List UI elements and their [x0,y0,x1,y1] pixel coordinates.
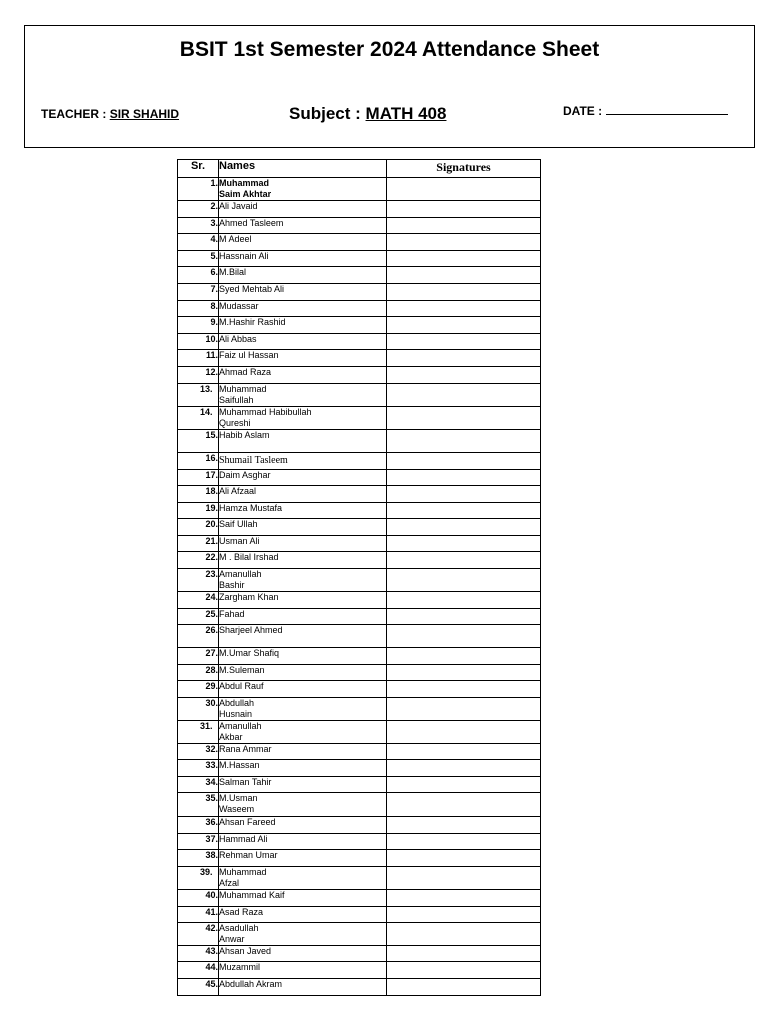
student-name [219,721,387,744]
student-name [219,979,387,996]
student-name-text: Ali Javaid [219,201,258,211]
student-name-text: Syed Mehtab Ali [219,284,285,294]
signature-cell[interactable] [387,979,541,996]
serial-number: 17. [178,470,219,486]
table-row [178,251,541,267]
date-label: DATE : [563,104,603,118]
student-name-text: Hammad Ali [219,834,268,844]
student-name [219,317,387,334]
table-row [178,430,541,453]
student-name-text: M.Usman Waseem [219,793,258,814]
signature-cell[interactable] [387,470,541,486]
student-name-text: Muhammad Saim Akhtar [219,178,272,199]
student-name [219,698,387,721]
signature-cell[interactable] [387,569,541,592]
table-row [178,923,541,946]
student-name [219,367,387,384]
signature-cell[interactable] [387,721,541,744]
student-name-text: Sharjeel Ahmed [219,625,283,635]
student-name [219,834,387,850]
student-name-text: Ahsan Javed [219,946,272,956]
table-row [178,760,541,777]
serial-number: 37. [178,834,219,850]
table-row [178,625,541,648]
serial-number: 23. [178,569,219,592]
student-name [219,201,387,218]
teacher-label: TEACHER : [41,107,107,121]
signature-cell[interactable] [387,665,541,681]
student-name-text: Muhammad Afzal [219,867,267,888]
table-row [178,350,541,367]
signature-cell[interactable] [387,850,541,867]
student-name-text: Ali Abbas [219,334,257,344]
student-name [219,850,387,867]
student-name-text: Shumail Tasleem [219,455,288,466]
serial-number: 41. [178,907,219,923]
serial-number: 39. [178,867,219,890]
serial-number: 45. [178,979,219,996]
attendance-table [177,159,541,996]
student-name-text: Muhammad Saifullah [219,384,267,405]
student-name [219,536,387,552]
student-name-text: Fahad [219,609,245,619]
student-name-text: Amanullah Akbar [219,721,262,742]
signature-cell[interactable] [387,923,541,946]
table-row [178,777,541,793]
signature-cell[interactable] [387,453,541,470]
student-name-text: Rehman Umar [219,850,278,860]
signature-cell[interactable] [387,609,541,625]
student-name-text: Saif Ullah [219,519,258,529]
student-name [219,350,387,367]
table-row [178,486,541,503]
signature-cell[interactable] [387,201,541,218]
table-row [178,317,541,334]
student-name-text: Daim Asghar [219,470,271,480]
table-row [178,503,541,519]
serial-number: 15. [178,430,219,453]
student-name [219,923,387,946]
signature-cell[interactable] [387,592,541,609]
student-name-text: M.Hassan [219,760,260,770]
table-row [178,609,541,625]
table-row [178,218,541,234]
serial-number: 34. [178,777,219,793]
subject-value: MATH 408 [365,104,447,123]
table-row [178,334,541,350]
date-blank-line[interactable] [606,104,728,115]
signature-cell[interactable] [387,760,541,777]
serial-number: 8. [178,301,219,317]
signature-cell[interactable] [387,430,541,453]
table-row [178,793,541,817]
student-name-text: M.Suleman [219,665,265,675]
table-row [178,665,541,681]
student-name [219,665,387,681]
table-row [178,850,541,867]
serial-number: 36. [178,817,219,834]
signature-cell[interactable] [387,536,541,552]
header-sr: Sr. [178,160,219,178]
student-name [219,609,387,625]
student-name [219,453,387,470]
student-name [219,334,387,350]
signature-cell[interactable] [387,817,541,834]
serial-number: 31. [178,721,219,744]
serial-number: 42. [178,923,219,946]
signature-cell[interactable] [387,367,541,384]
student-name [219,648,387,665]
serial-number: 7. [178,284,219,301]
table-row [178,470,541,486]
student-name [219,962,387,979]
serial-number: 43. [178,946,219,962]
table-row [178,552,541,569]
table-row [178,178,541,201]
table-row [178,384,541,407]
serial-number: 33. [178,760,219,777]
student-name-text: Amanullah Bashir [219,569,262,590]
student-name [219,569,387,592]
serial-number: 20. [178,519,219,536]
signature-cell[interactable] [387,267,541,284]
signature-cell[interactable] [387,962,541,979]
signature-cell[interactable] [387,334,541,350]
signature-cell[interactable] [387,907,541,923]
signature-cell[interactable] [387,698,541,721]
student-name [219,793,387,817]
signature-cell[interactable] [387,301,541,317]
student-name [219,251,387,267]
student-name-text: Abdul Rauf [219,681,264,691]
serial-number: 28. [178,665,219,681]
signature-cell[interactable] [387,407,541,430]
student-name-text: Abdullah Husnain [219,698,255,719]
signature-cell[interactable] [387,648,541,665]
serial-number: 40. [178,890,219,907]
student-name [219,907,387,923]
table-row [178,681,541,698]
signature-cell[interactable] [387,867,541,890]
table-row [178,519,541,536]
serial-number: 38. [178,850,219,867]
student-name [219,267,387,284]
header-box [24,25,755,148]
attendance-rows [178,178,541,996]
serial-number: 10. [178,334,219,350]
student-name-text: M.Bilal [219,267,247,277]
signature-cell[interactable] [387,552,541,569]
serial-number: 16. [178,453,219,470]
serial-number: 21. [178,536,219,552]
signature-cell[interactable] [387,834,541,850]
student-name-text: Abdullah Akram [219,979,283,989]
serial-number: 22. [178,552,219,569]
table-row [178,648,541,665]
student-name-text: Ali Afzaal [219,486,257,496]
serial-number: 18. [178,486,219,503]
serial-number: 9. [178,317,219,334]
signature-cell[interactable] [387,503,541,519]
student-name-text: Faiz ul Hassan [219,350,279,360]
serial-number: 3. [178,218,219,234]
signature-cell[interactable] [387,681,541,698]
page-title: BSIT 1st Semester 2024 Attendance Sheet [179,38,600,61]
student-name-text: M.Hashir Rashid [219,317,286,327]
student-name [219,519,387,536]
student-name [219,890,387,907]
serial-number: 30. [178,698,219,721]
signature-cell[interactable] [387,744,541,760]
serial-number: 6. [178,267,219,284]
student-name-text: Ahmad Raza [219,367,272,377]
student-name [219,284,387,301]
student-name-text: Muhammad Habibullah Qureshi [219,407,312,428]
student-name-text: M . Bilal Irshad [219,552,279,562]
student-name-text: Muzammil [219,962,261,972]
table-row [178,946,541,962]
student-name [219,178,387,201]
student-name [219,234,387,251]
header-names: Names [219,160,387,178]
student-name [219,407,387,430]
table-row [178,234,541,251]
table-row [178,592,541,609]
signature-cell[interactable] [387,946,541,962]
serial-number: 24. [178,592,219,609]
table-row [178,721,541,744]
table-row [178,453,541,470]
serial-number: 25. [178,609,219,625]
student-name [219,503,387,519]
student-name [219,592,387,609]
serial-number: 1. [178,178,219,201]
table-row [178,962,541,979]
signature-cell[interactable] [387,284,541,301]
student-name [219,867,387,890]
student-name [219,946,387,962]
student-name [219,552,387,569]
subject-field [289,104,446,124]
student-name [219,744,387,760]
signature-cell[interactable] [387,625,541,648]
serial-number: 26. [178,625,219,648]
subject-label: Subject : [289,104,361,123]
table-row [178,890,541,907]
student-name [219,817,387,834]
student-name [219,777,387,793]
table-row [178,284,541,301]
table-row [178,301,541,317]
student-name-text: Zargham Khan [219,592,279,602]
teacher-name: SIR SHAHID [109,107,180,121]
student-name-text: Salman Tahir [219,777,272,787]
student-name-text: Hassnain Ali [219,251,269,261]
student-name-text: Mudassar [219,301,259,311]
student-name-text: Habib Aslam [219,430,270,440]
signature-cell[interactable] [387,890,541,907]
signature-cell[interactable] [387,384,541,407]
student-name [219,470,387,486]
date-field [563,104,728,118]
table-header-row [178,160,541,178]
student-name-text: Asad Raza [219,907,264,917]
student-name-text: Muhammad Kaif [219,890,285,900]
serial-number: 32. [178,744,219,760]
student-name-text: Asadullah Anwar [219,923,259,944]
signature-cell[interactable] [387,178,541,201]
header-signatures: Signatures [387,160,541,178]
signature-cell[interactable] [387,251,541,267]
table-row [178,201,541,218]
student-name [219,760,387,777]
student-name [219,301,387,317]
signature-cell[interactable] [387,234,541,251]
student-name-text: Ahsan Fareed [219,817,276,827]
serial-number: 27. [178,648,219,665]
student-name-text: Rana Ammar [219,744,272,754]
table-row [178,407,541,430]
table-row [178,834,541,850]
serial-number: 4. [178,234,219,251]
student-name [219,218,387,234]
student-name-text: M.Umar Shafiq [219,648,280,658]
serial-number: 12. [178,367,219,384]
serial-number: 14. [178,407,219,430]
table-row [178,536,541,552]
student-name-text: Hamza Mustafa [219,503,283,513]
signature-cell[interactable] [387,486,541,503]
signature-cell[interactable] [387,777,541,793]
serial-number: 2. [178,201,219,218]
table-row [178,367,541,384]
serial-number: 29. [178,681,219,698]
student-name [219,625,387,648]
table-row [178,569,541,592]
student-name [219,486,387,503]
serial-number: 19. [178,503,219,519]
student-name-text: Ahmed Tasleem [219,218,284,228]
table-row [178,907,541,923]
signature-cell[interactable] [387,519,541,536]
serial-number: 5. [178,251,219,267]
signature-cell[interactable] [387,218,541,234]
teacher-field [41,107,179,121]
signature-cell[interactable] [387,317,541,334]
serial-number: 13. [178,384,219,407]
serial-number: 11. [178,350,219,367]
signature-cell[interactable] [387,350,541,367]
student-name-text: M Adeel [219,234,252,244]
serial-number: 35. [178,793,219,817]
table-row [178,817,541,834]
table-row [178,867,541,890]
table-row [178,979,541,996]
student-name [219,384,387,407]
serial-number: 44. [178,962,219,979]
table-row [178,698,541,721]
student-name-text: Usman Ali [219,536,260,546]
table-row [178,744,541,760]
student-name [219,430,387,453]
student-name [219,681,387,698]
table-row [178,267,541,284]
signature-cell[interactable] [387,793,541,817]
